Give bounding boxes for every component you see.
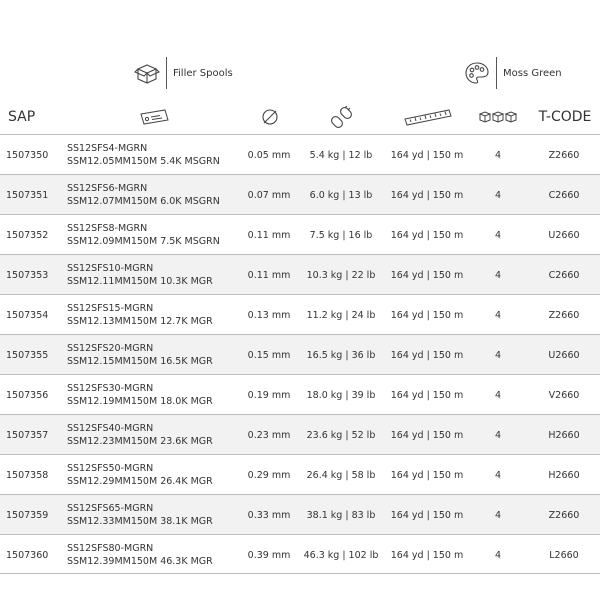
sap-number: 1507356 [6,389,49,401]
table-row [0,134,600,174]
product-description [67,335,247,375]
product-spec: SSM12.23MM150M 23.6K MGR [67,436,213,447]
header-sap: SAP [8,109,36,125]
quantity-value: 4 [494,429,502,441]
tcode-value: Z2660 [548,309,580,321]
quantity-value: 4 [494,389,502,401]
product-description [67,295,247,335]
breaking-strength-value: 38.1 kg | 83 lb [306,509,376,521]
product-code: SS12SFS8-MGRN [67,223,148,234]
sap-number: 1507358 [6,469,49,481]
length-value: 164 yd | 150 m [390,149,464,161]
tcode-value: H2660 [548,469,580,481]
length-value: 164 yd | 150 m [390,269,464,281]
breaking-strength-value: 46.3 kg | 102 lb [303,549,379,561]
tcode-value: C2660 [548,269,580,281]
length-value: 164 yd | 150 m [390,549,464,561]
product-code: SS12SFS50-MGRN [67,463,154,474]
product-code: SS12SFS10-MGRN [67,263,154,274]
table-row [0,334,600,374]
filler-spools-label: Filler Spools [173,67,233,79]
chain-link-icon [322,102,362,132]
length-value: 164 yd | 150 m [390,349,464,361]
product-description [67,135,247,175]
length-value: 164 yd | 150 m [390,469,464,481]
product-code: SS12SFS6-MGRN [67,183,148,194]
breaking-strength-value: 7.5 kg | 16 lb [309,229,373,241]
tcode-value: Z2660 [548,509,580,521]
product-spec: SSM12.13MM150M 12.7K MGR [67,316,213,327]
diameter-value: 0.19 mm [247,389,291,401]
tcode-value: H2660 [548,429,580,441]
boxes-icon [476,102,522,132]
tcode-value: L2660 [549,549,579,561]
sap-number: 1507357 [6,429,49,441]
breaking-strength-value: 6.0 kg | 13 lb [309,189,373,201]
quantity-value: 4 [494,349,502,361]
table-row [0,374,600,414]
product-description [67,255,247,295]
quantity-value: 4 [494,269,502,281]
product-table [0,134,600,574]
breaking-strength-value: 23.6 kg | 52 lb [306,429,376,441]
banner-separator [496,57,497,89]
product-spec: SSM12.19MM150M 18.0K MGR [67,396,213,407]
quantity-value: 4 [494,189,502,201]
table-row [0,294,600,334]
box-icon [134,60,160,86]
product-spec: SSM12.11MM150M 10.3K MGR [67,276,213,287]
product-code: SS12SFS30-MGRN [67,383,154,394]
breaking-strength-value: 10.3 kg | 22 lb [306,269,376,281]
breaking-strength-value: 18.0 kg | 39 lb [306,389,376,401]
palette-icon [464,60,490,86]
product-spec: SSM12.15MM150M 16.5K MGR [67,356,213,367]
diameter-value: 0.39 mm [247,549,291,561]
sap-number: 1507359 [6,509,49,521]
tcode-value: V2660 [548,389,580,401]
header-tcode: T-CODE [538,109,592,125]
table-row [0,494,600,534]
table-row [0,414,600,454]
product-code: SS12SFS40-MGRN [67,423,154,434]
diameter-value: 0.07 mm [247,189,291,201]
product-spec: SSM12.05MM150M 5.4K MSGRN [67,156,220,167]
breaking-strength-value: 16.5 kg | 36 lb [306,349,376,361]
breaking-strength-value: 26.4 kg | 58 lb [306,469,376,481]
banner-separator [166,57,167,89]
product-code: SS12SFS15-MGRN [67,303,154,314]
product-description [67,535,247,575]
diameter-value: 0.11 mm [247,229,291,241]
length-value: 164 yd | 150 m [390,309,464,321]
sap-number: 1507350 [6,149,49,161]
table-row [0,454,600,494]
product-description [67,375,247,415]
product-spec: SSM12.33MM150M 38.1K MGR [67,516,213,527]
quantity-value: 4 [494,469,502,481]
table-row [0,214,600,254]
tcode-value: C2660 [548,189,580,201]
diameter-value: 0.23 mm [247,429,291,441]
length-value: 164 yd | 150 m [390,389,464,401]
product-description [67,175,247,215]
tcode-value: U2660 [548,229,580,241]
ruler-icon [400,102,456,132]
tcode-value: U2660 [548,349,580,361]
product-code: SS12SFS65-MGRN [67,503,154,514]
product-code: SS12SFS80-MGRN [67,543,154,554]
diameter-value: 0.15 mm [247,349,291,361]
filler-spools-group [134,56,233,90]
quantity-value: 4 [494,229,502,241]
length-value: 164 yd | 150 m [390,229,464,241]
diameter-value: 0.29 mm [247,469,291,481]
product-spec: SSM12.29MM150M 26.4K MGR [67,476,213,487]
label-tag-icon [130,102,180,132]
product-description [67,415,247,455]
product-description [67,495,247,535]
product-spec: SSM12.09MM150M 7.5K MSGRN [67,236,220,247]
quantity-value: 4 [494,509,502,521]
quantity-value: 4 [494,309,502,321]
table-row [0,254,600,294]
sap-number: 1507351 [6,189,49,201]
diameter-value: 0.05 mm [247,149,291,161]
length-value: 164 yd | 150 m [390,189,464,201]
table-row [0,534,600,574]
quantity-value: 4 [494,549,502,561]
product-description [67,215,247,255]
table-row [0,174,600,214]
tcode-value: Z2660 [548,149,580,161]
sap-number: 1507355 [6,349,49,361]
diameter-value: 0.33 mm [247,509,291,521]
product-code: SS12SFS4-MGRN [67,143,148,154]
breaking-strength-value: 11.2 kg | 24 lb [306,309,376,321]
diameter-icon [250,102,290,132]
quantity-value: 4 [494,149,502,161]
sap-number: 1507354 [6,309,49,321]
breaking-strength-value: 5.4 kg | 12 lb [309,149,373,161]
length-value: 164 yd | 150 m [390,429,464,441]
diameter-value: 0.11 mm [247,269,291,281]
sap-number: 1507352 [6,229,49,241]
top-banner [0,56,600,90]
product-spec: SSM12.39MM150M 46.3K MGR [67,556,213,567]
moss-green-label: Moss Green [503,67,562,79]
product-code: SS12SFS20-MGRN [67,343,154,354]
sap-number: 1507360 [6,549,49,561]
sap-number: 1507353 [6,269,49,281]
product-spec: SSM12.07MM150M 6.0K MSGRN [67,196,220,207]
product-description [67,455,247,495]
length-value: 164 yd | 150 m [390,509,464,521]
moss-green-group [464,56,562,90]
diameter-value: 0.13 mm [247,309,291,321]
column-header-row [0,102,600,132]
